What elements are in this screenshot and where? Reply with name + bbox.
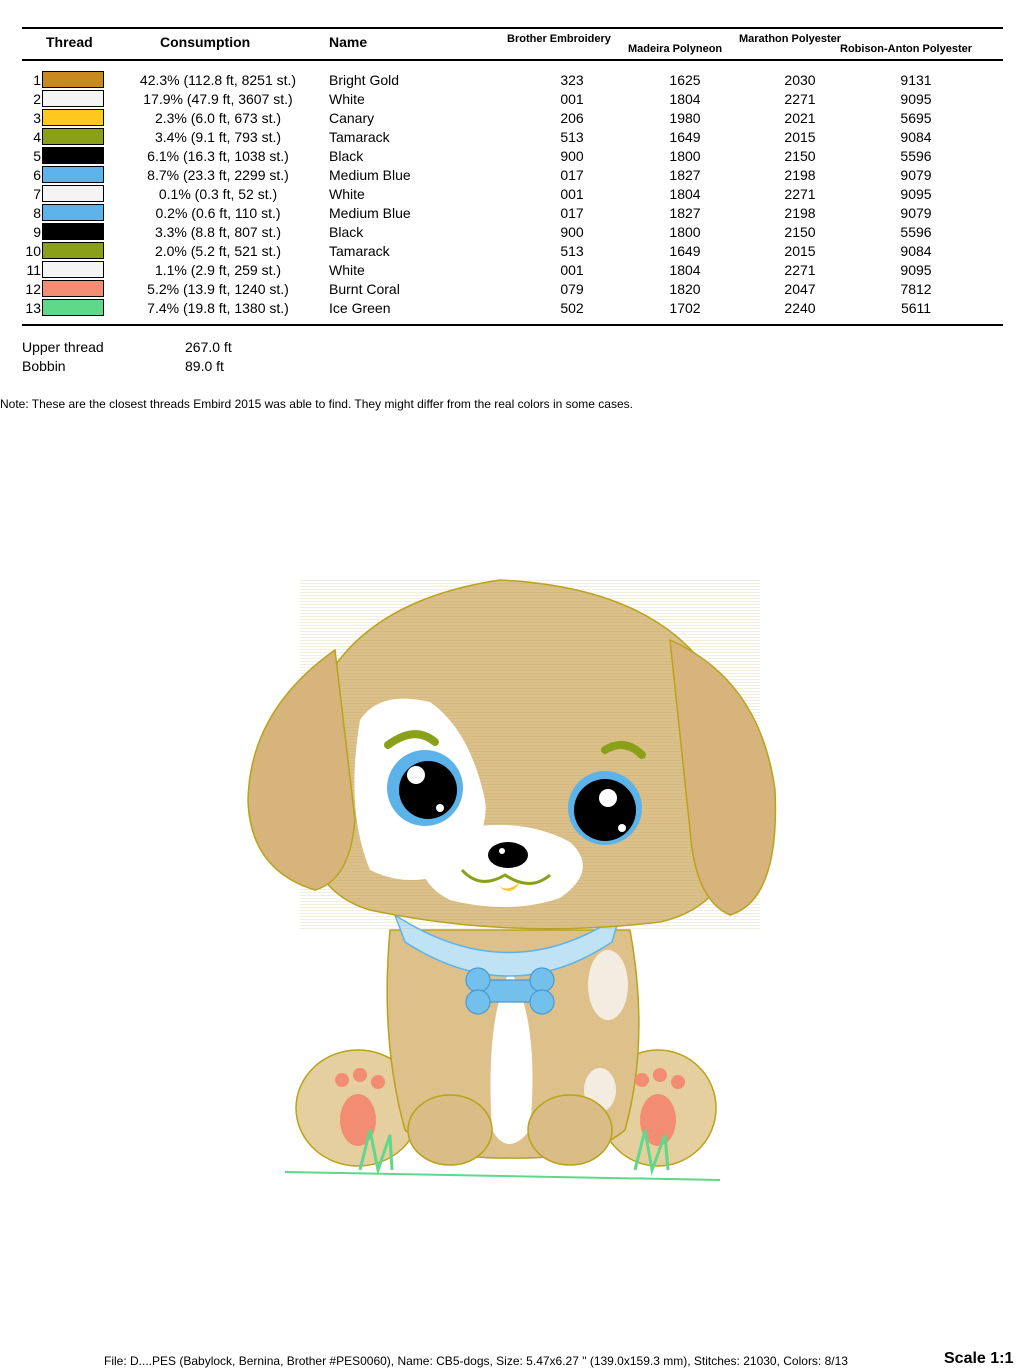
thread-name: Black xyxy=(329,148,364,164)
madeira-code: 1827 xyxy=(669,167,701,183)
thread-color-swatch xyxy=(42,109,104,126)
puppy-embroidery-image xyxy=(240,570,785,1190)
thread-name: White xyxy=(329,262,365,278)
table-row xyxy=(0,184,1024,203)
madeira-code: 1804 xyxy=(669,262,701,278)
table-row xyxy=(0,127,1024,146)
thread-name: Medium Blue xyxy=(329,205,411,221)
thread-color-swatch xyxy=(42,261,104,278)
brother-code: 513 xyxy=(560,129,584,145)
thread-name: Bright Gold xyxy=(329,72,400,88)
thread-name: Tamarack xyxy=(329,243,390,259)
table-row xyxy=(0,222,1024,241)
thread-name: Canary xyxy=(329,110,375,126)
robison-code: 5596 xyxy=(900,148,932,164)
madeira-code: 1800 xyxy=(669,224,701,240)
note-text: Note: These are the closest threads Embird 2015 was able to find. They might differ from the real colors in some cases. xyxy=(0,397,633,411)
madeira-code: 1804 xyxy=(669,186,701,202)
header-thread: Thread xyxy=(46,34,93,50)
robison-code: 9084 xyxy=(900,129,932,145)
brother-code: 001 xyxy=(560,91,584,107)
thread-consumption: 2.0% (5.2 ft, 521 st.) xyxy=(154,243,282,259)
table-row xyxy=(0,70,1024,89)
marathon-code: 2021 xyxy=(784,110,816,126)
robison-code: 9084 xyxy=(900,243,932,259)
madeira-code: 1800 xyxy=(669,148,701,164)
robison-code: 9095 xyxy=(900,262,932,278)
table-row xyxy=(0,279,1024,298)
thread-consumption: 1.1% (2.9 ft, 259 st.) xyxy=(154,262,282,278)
thread-consumption: 2.3% (6.0 ft, 673 st.) xyxy=(154,110,282,126)
madeira-code: 1649 xyxy=(669,243,701,259)
marathon-code: 2150 xyxy=(784,224,816,240)
robison-code: 7812 xyxy=(900,281,932,297)
marathon-code: 2150 xyxy=(784,148,816,164)
thread-color-swatch xyxy=(42,204,104,221)
thread-number: 8 xyxy=(33,205,41,221)
thread-number: 1 xyxy=(33,72,41,88)
marathon-code: 2015 xyxy=(784,129,816,145)
brother-code: 001 xyxy=(560,186,584,202)
brother-code: 900 xyxy=(560,224,584,240)
marathon-code: 2047 xyxy=(784,281,816,297)
header-consumption: Consumption xyxy=(160,34,251,50)
robison-code: 5695 xyxy=(900,110,932,126)
bobbin-label: Bobbin xyxy=(22,358,66,374)
madeira-code: 1702 xyxy=(669,300,701,316)
thread-number: 5 xyxy=(33,148,41,164)
brother-code: 206 xyxy=(560,110,584,126)
thread-consumption: 6.1% (16.3 ft, 1038 st.) xyxy=(147,148,289,164)
brother-code: 502 xyxy=(560,300,584,316)
thread-color-swatch xyxy=(42,185,104,202)
thread-number: 12 xyxy=(25,281,41,297)
upper-thread-label: Upper thread xyxy=(22,339,104,355)
marathon-code: 2271 xyxy=(784,186,816,202)
thread-consumption: 8.7% (23.3 ft, 2299 st.) xyxy=(147,167,289,183)
thread-consumption: 0.2% (0.6 ft, 110 st.) xyxy=(155,205,281,221)
marathon-code: 2240 xyxy=(784,300,816,316)
marathon-code: 2271 xyxy=(784,91,816,107)
header-brother: Brother Embroidery xyxy=(507,33,611,45)
thread-name: White xyxy=(329,186,365,202)
madeira-code: 1649 xyxy=(669,129,701,145)
thread-number: 9 xyxy=(33,224,41,240)
header-robison: Robison-Anton Polyester xyxy=(840,43,973,55)
thread-color-swatch xyxy=(42,242,104,259)
marathon-code: 2198 xyxy=(784,205,816,221)
header-madeira: Madeira Polyneon xyxy=(628,43,723,55)
thread-consumption: 3.3% (8.8 ft, 807 st.) xyxy=(154,224,282,240)
thread-number: 6 xyxy=(33,167,41,183)
robison-code: 9095 xyxy=(900,91,932,107)
thread-color-swatch xyxy=(42,147,104,164)
thread-consumption: 0.1% (0.3 ft, 52 st.) xyxy=(158,186,278,202)
robison-code: 5596 xyxy=(900,224,932,240)
table-row xyxy=(0,203,1024,222)
madeira-code: 1625 xyxy=(669,72,701,88)
table-bottom-rule xyxy=(22,324,1003,326)
thread-color-swatch xyxy=(42,223,104,240)
thread-consumption: 42.3% (112.8 ft, 8251 st.) xyxy=(139,72,297,88)
table-row xyxy=(0,241,1024,260)
table-row xyxy=(0,298,1024,317)
thread-color-swatch xyxy=(42,128,104,145)
table-top-rule xyxy=(22,27,1003,29)
marathon-code: 2015 xyxy=(784,243,816,259)
thread-number: 11 xyxy=(26,262,41,278)
table-row xyxy=(0,165,1024,184)
robison-code: 9079 xyxy=(900,205,932,221)
madeira-code: 1820 xyxy=(669,281,701,297)
thread-name: Medium Blue xyxy=(329,167,411,183)
marathon-code: 2198 xyxy=(784,167,816,183)
table-row xyxy=(0,146,1024,165)
thread-name: Tamarack xyxy=(329,129,390,145)
robison-code: 9079 xyxy=(900,167,932,183)
thread-consumption: 5.2% (13.9 ft, 1240 st.) xyxy=(147,281,289,297)
thread-number: 4 xyxy=(33,129,41,145)
thread-color-swatch xyxy=(42,299,104,316)
table-header-rule xyxy=(22,59,1003,61)
madeira-code: 1804 xyxy=(669,91,701,107)
table-row xyxy=(0,89,1024,108)
thread-name: Ice Green xyxy=(329,300,391,316)
thread-number: 13 xyxy=(25,300,41,316)
robison-code: 9095 xyxy=(900,186,932,202)
brother-code: 017 xyxy=(560,205,584,221)
marathon-code: 2030 xyxy=(784,72,816,88)
header-marathon: Marathon Polyester xyxy=(739,33,842,45)
thread-color-swatch xyxy=(42,71,104,88)
thread-consumption: 17.9% (47.9 ft, 3607 st.) xyxy=(143,91,293,107)
madeira-code: 1827 xyxy=(669,205,701,221)
thread-consumption: 7.4% (19.8 ft, 1380 st.) xyxy=(147,300,289,316)
thread-name: White xyxy=(329,91,365,107)
header-name: Name xyxy=(329,34,368,50)
thread-name: Black xyxy=(329,224,364,240)
bobbin-value: 89.0 ft xyxy=(185,358,224,374)
robison-code: 9131 xyxy=(900,72,932,88)
thread-number: 10 xyxy=(25,243,41,259)
thread-number: 7 xyxy=(33,186,41,202)
scale-label: Scale 1:1 xyxy=(944,1350,1014,1367)
thread-color-swatch xyxy=(42,280,104,297)
brother-code: 079 xyxy=(560,281,584,297)
file-info-footer: File: D....PES (Babylock, Bernina, Brother #PES0060), Name: CB5-dogs, Size: 5.47x6.27 " (139.0x159.3 mm), Stitches: 21030, Colors: 8/13 xyxy=(104,1354,848,1368)
table-row xyxy=(0,108,1024,127)
brother-code: 513 xyxy=(560,243,584,259)
robison-code: 5611 xyxy=(900,300,932,316)
brother-code: 017 xyxy=(560,167,584,183)
brother-code: 001 xyxy=(560,262,584,278)
thread-color-swatch xyxy=(42,90,104,107)
thread-consumption: 3.4% (9.1 ft, 793 st.) xyxy=(154,129,282,145)
marathon-code: 2271 xyxy=(784,262,816,278)
thread-name: Burnt Coral xyxy=(329,281,400,297)
upper-thread-value: 267.0 ft xyxy=(185,339,232,355)
madeira-code: 1980 xyxy=(669,110,701,126)
thread-number: 3 xyxy=(33,110,41,126)
thread-color-swatch xyxy=(42,166,104,183)
brother-code: 900 xyxy=(560,148,584,164)
thread-number: 2 xyxy=(33,91,41,107)
brother-code: 323 xyxy=(560,72,584,88)
table-row xyxy=(0,260,1024,279)
